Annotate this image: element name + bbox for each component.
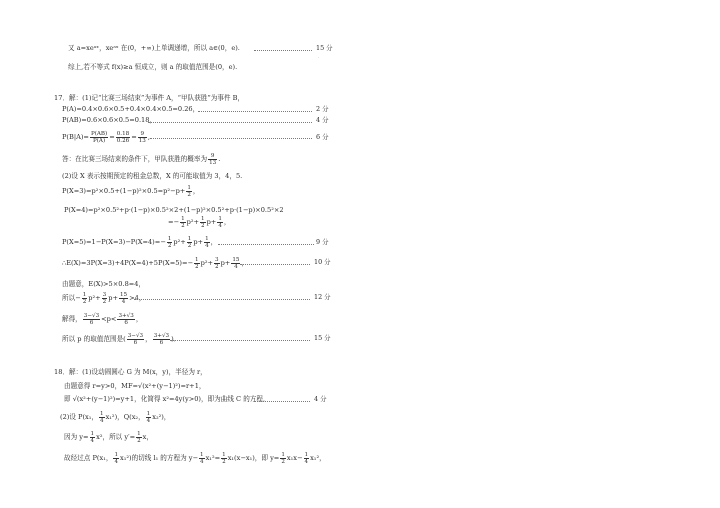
text-line: P(X=4)=p²×0.5²+p·(1−p)×0.5²×2+(1−p)²×0.5²+p·(1−p)×0.5²×2	[64, 206, 284, 214]
score-label: 12 分	[314, 293, 331, 301]
marker: ·	[318, 55, 320, 61]
text-line: P(B|A)= $\frac{P(AB)}{P(A)}$ = $\frac{0.18}{0.26}$ = $\frac{9}{13}$ ,	[62, 130, 150, 144]
text-line: 综上,若不等式 f(x)≥a 恒成立，则 a 的取值范围是(0，e).	[68, 63, 238, 71]
text-line: P(AB)=0.6×0.6×0.5=0.18，	[62, 116, 157, 124]
dot-leader	[148, 122, 312, 123]
text-line: 即 √(x²+(y−1)²)=y+1，化简得 x²=4y(y>0)，即为曲线 C 的方程．	[64, 395, 270, 403]
text-line: 所以 p 的取值范围是( $\frac{3-√3}{6}$ ， $\frac{3+√3}{6}$ )．	[62, 332, 181, 346]
score-label: 2 分	[316, 105, 329, 113]
question-heading: 17．解：(1)记“比赛三场结束”为事件 A，“甲队获胜”为事件 B，	[54, 94, 245, 102]
text-line: P(A)=0.4×0.6×0.5+0.4×0.4×0.5=0.26，	[62, 105, 200, 113]
score-label: 10 分	[314, 258, 331, 266]
dot-leader	[134, 299, 310, 300]
text-line: 又 a=xeᵃˣ，xeᵃˣ 在(0，+∞)上单调递增，所以 a∈(0，e).	[68, 44, 240, 52]
text-line: =− $\frac{1}{2}$ p²+ $\frac{1}{2}$ p+ $\frac{1}{4}$ ，	[168, 215, 231, 229]
text-line: ∴E(X)=3P(X=3)+4P(X=4)+5P(X=5)=− $\frac{1}{2}$ p²+ $\frac{3}{2}$ p+ $\frac{15}{4}$ ，	[62, 256, 249, 270]
text-line: 因为 y= $\frac{1}{4}$ x²，所以 y′= $\frac{1}{2}$ x，	[64, 430, 153, 444]
dot-leader	[198, 111, 312, 112]
dot-leader	[254, 50, 312, 51]
text-line: 所以− $\frac{1}{2}$ p²+ $\frac{3}{2}$ p+ $\frac{15}{4}$ >4，	[62, 291, 146, 305]
text-line: 解得， $\frac{3-√3}{6}$ <p< $\frac{3+√3}{6}$ ，	[62, 312, 143, 326]
score-label: 4 分	[314, 395, 327, 403]
text-line: P(X=3)=p²×0.5+(1−p)²×0.5=p²−p+ $\frac{1}{2}$ ，	[62, 184, 200, 198]
text-line: 由题意，E(X)>5×0.8=4，	[62, 280, 146, 288]
text-line: 答：在比赛三场结束的条件下，甲队获胜的概率为 $\frac{9}{13}$ .	[62, 152, 221, 166]
text-line: (2)设 X 表示按期预定的租金总数，X 的可能取值为 3，4，5.	[62, 172, 243, 180]
text-line: (2)设 P(x₁， $\frac{1}{4}$ x₁²)，Q(x₂， $\frac{1}{4}$ x₂²)，	[60, 410, 171, 424]
question-heading: 18．解：(1)设动圆圆心 G 为 M(x，y)，半径为 r，	[54, 368, 207, 376]
dot-leader	[218, 244, 314, 245]
score-label: 15 分	[314, 334, 331, 342]
dot-leader	[170, 340, 310, 341]
text-line: P(X=5)=1−P(X=3)−P(X=4)=− $\frac{1}{2}$ p²+ $\frac{1}{2}$ p+ $\frac{1}{4}$ ，	[62, 235, 218, 249]
text-line: 由题意得 r=y>0，MF=√(x²+(y−1)²)=r+1，	[64, 382, 206, 390]
dot-leader	[240, 264, 310, 265]
dot-leader	[254, 401, 310, 402]
dot-leader	[150, 138, 312, 139]
score-label: 6 分	[316, 133, 329, 141]
score-label: 4 分	[316, 116, 329, 124]
text-line: 故经过点 P(x₁， $\frac{1}{4}$ x₁²)的切线 l₁ 的方程为 y− $\frac{1}{4}$ x₁²= $\frac{1}{2}$ x₁(x−x₁)，即 y= $\frac{1}{2}$ x₁x− $\frac{1}{4}$ x₁²，	[64, 451, 326, 465]
score-label: 9 分	[316, 238, 329, 246]
score-label: 15 分	[316, 44, 333, 52]
